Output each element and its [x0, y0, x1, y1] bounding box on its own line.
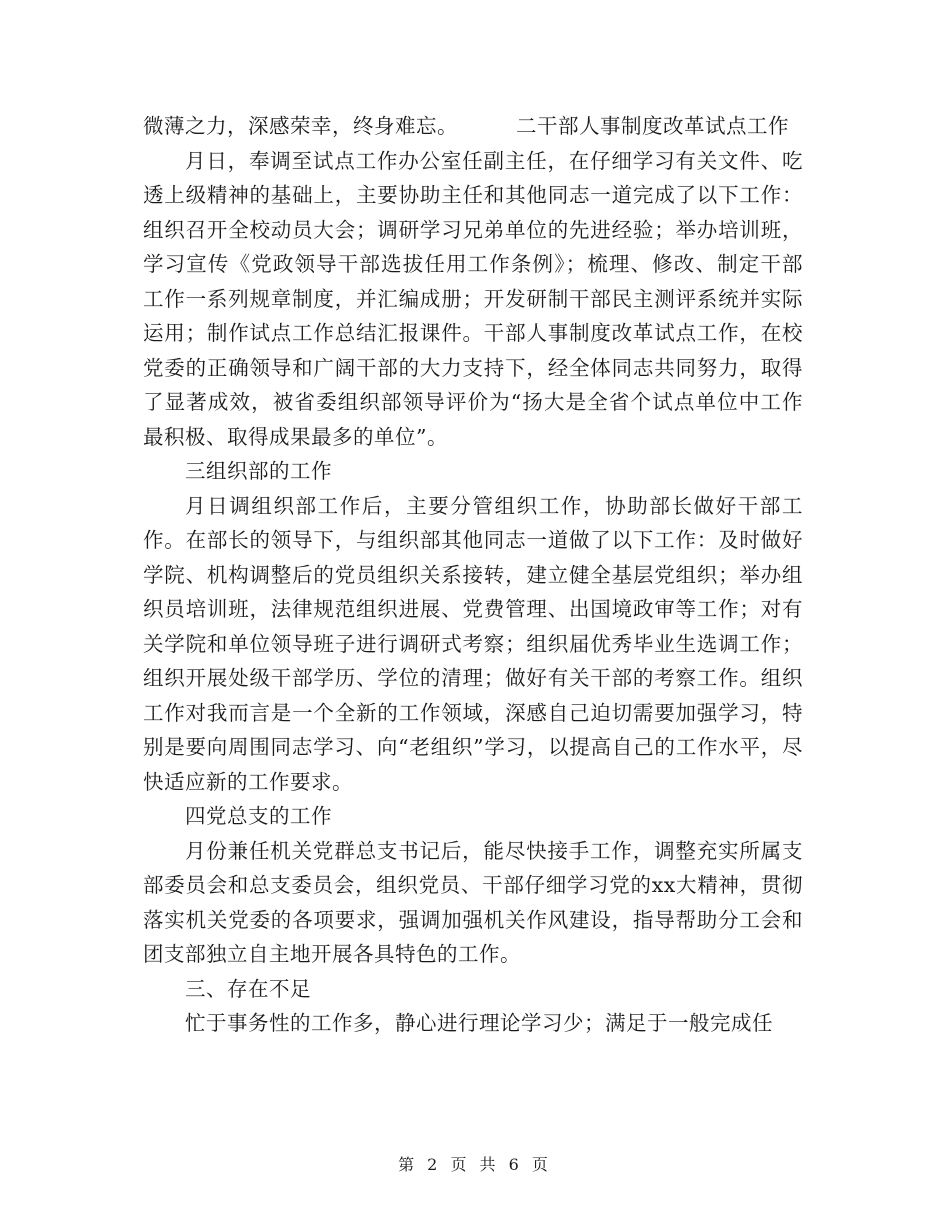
section-heading-party-branch: 四党总支的工作 [185, 804, 332, 828]
paragraph-shortcomings: 忙于事务性的工作多，静心进行理论学习少；满足于一般完成任 [185, 1011, 773, 1035]
document-body [143, 109, 803, 1041]
section-heading-inline: 二干部人事制度改革试点工作 [516, 114, 789, 138]
paragraph-continuation [143, 109, 803, 144]
paragraph-pilot-work: 月日，奉调至试点工作办公室任副主任，在仔细学习有关文件、吃透上级精神的基础上，主要协助主任和其他同志一道完成了以下工作：组织召开全校动员大会；调研学习兄弟单位的先进经验；举办培训班，学习宣传《党政领导干部选拔任用工作条例》；梳理、修改、制定干部工作一系列规章制度，并汇编成册；开发研制干部民主测评系统并实际运用；制作试点工作总结汇报课件。干部人事制度改革试点工作，在校党委的正确领导和广阔干部的大力支持下，经全体同志共同努力，取得了显著成效，被省委组织部领导评价为“扬大是全省个试点单位中工作最积极、取得成果最多的单位”。 [143, 148, 803, 449]
paragraph-organization-work: 月日调组织部工作后，主要分管组织工作，协助部长做好干部工作。在部长的领导下，与组织部其他同志一道做了以下工作：及时做好学院、机构调整后的党员组织关系接转，建立健全基层党组织；举办组织员培训班，法律规范组织进展、党费管理、出国境政审等工作；对有关学院和单位领导班子进行调研式考察；组织届优秀毕业生选调工作；组织开展处级干部学历、学位的清理；做好有关干部的考察工作。组织工作对我而言是一个全新的工作领域，深感自己迫切需要加强学习，特别是要向周围同志学习、向“老组织”学习，以提高自己的工作水平，尽快适应新的工作要求。 [143, 493, 803, 794]
page-number-footer: 第 2 页 共 6 页 [398, 1155, 552, 1174]
section-heading-organization-dept: 三组织部的工作 [185, 459, 332, 483]
section-heading-shortcomings: 三、存在不足 [185, 976, 311, 1001]
paragraph-party-branch-work: 月份兼任机关党群总支书记后，能尽快接手工作，调整充实所属支部委员会和总支委员会，组织党员、干部仔细学习党的xx大精神，贯彻落实机关党委的各项要求，强调加强机关作风建设，指导帮助分工会和团支部独立自主地开展各具特色的工作。 [143, 838, 803, 966]
paragraph-text: 微薄之力，深感荣幸，终身难忘。 [143, 114, 458, 138]
